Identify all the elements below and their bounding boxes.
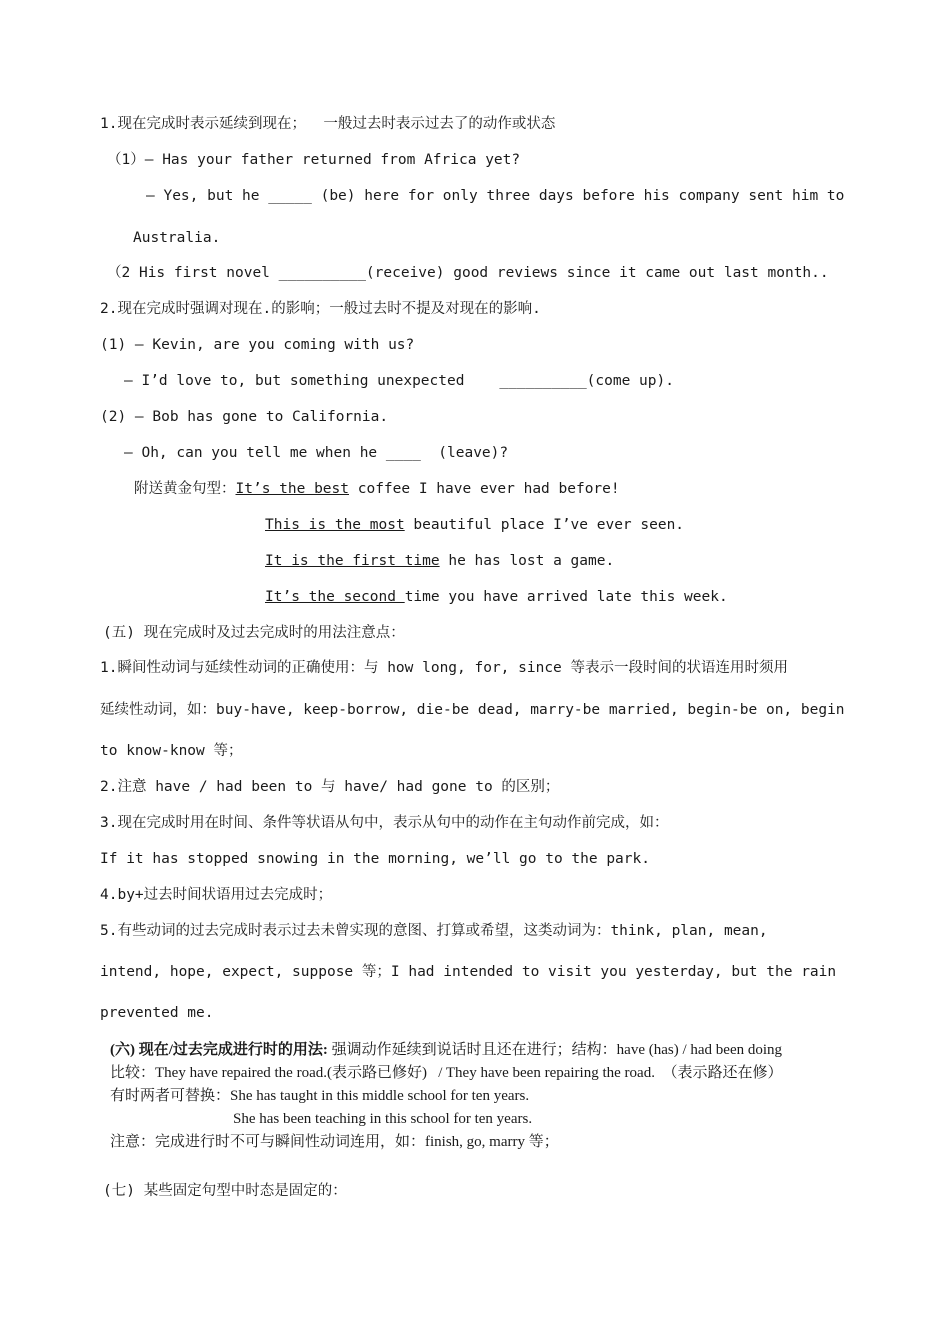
golden-label: 附送黄金句型：: [134, 481, 236, 497]
golden-2-pattern: This is the most: [265, 517, 405, 533]
golden-1-pattern: It’s the best: [235, 481, 349, 497]
note1-line1: 1.瞬间性动词与延续性动词的正确使用：与 how long, for, since 等表示一段时间的状语连用时须用: [100, 660, 789, 676]
point1-title: 1.现在完成时表示延续到现在； 一般过去时表示过去了的动作或状态: [100, 116, 556, 132]
note4: 4.by+过去时间状语用过去完成时；: [100, 887, 333, 903]
question4-line1: (2) — Bob has gone to California.: [100, 409, 389, 425]
section7-title: (七) 某些固定句型中时态是固定的：: [103, 1183, 347, 1199]
golden-sentence-3: [265, 551, 614, 571]
golden-3-pattern: It is the first time: [265, 553, 440, 569]
note1-line3: to know-know 等；: [100, 743, 243, 759]
section6-title-line: [110, 1040, 782, 1060]
section6-replace-line2: She has been teaching in this school for ten years.: [233, 1111, 533, 1127]
question3-line2: — I’d love to, but something unexpected __________(come up).: [124, 373, 674, 389]
question3-line1: (1) — Kevin, are you coming with us?: [100, 337, 415, 353]
question2-line: （2 His first novel __________(receive) good reviews since it came out last month..: [107, 265, 829, 281]
golden-sentence-1: [134, 479, 620, 499]
golden-4-pattern: It’s the second: [265, 589, 405, 605]
golden-sentence-4: [265, 587, 728, 607]
section6-note: 注意：完成进行时不可与瞬间性动词连用，如：finish, go, marry 等；: [110, 1134, 559, 1150]
section6-compare: 比较：They have repaired the road.(表示路已修好) / They have been repairing the road. （表示路还在修）: [110, 1065, 783, 1081]
question4-line2: — Oh, can you tell me when he ____ (leave)?: [124, 445, 509, 461]
section6-title: (六) 现在/过去完成进行时的用法:: [110, 1042, 328, 1058]
note3: 3.现在完成时用在时间、条件等状语从句中，表示从句中的动作在主句动作前完成，如：: [100, 815, 669, 831]
section6-title-rest: 强调动作延续到说话时且还在进行；结构：have (has) / had been doing: [327, 1042, 783, 1058]
question1-line1: （1）— Has your father returned from Africa yet?: [107, 152, 521, 168]
golden-1-rest: coffee I have ever had before!: [349, 481, 620, 497]
golden-2-rest: beautiful place I’ve ever seen.: [404, 517, 685, 533]
point2-title: 2.现在完成时强调对现在.的影响；一般过去时不提及对现在的影响.: [100, 301, 541, 317]
section6-replace-line1: 有时两者可替换：She has taught in this middle school for ten years.: [110, 1088, 530, 1104]
question1-line3: Australia.: [133, 230, 221, 246]
note5-line2: intend, hope, expect, suppose 等；I had intended to visit you yesterday, but the rain: [100, 964, 837, 980]
note5-line1: 5.有些动词的过去完成时表示过去未曾实现的意图、打算或希望，这类动词为：think, plan, mean,: [100, 923, 768, 939]
golden-3-rest: he has lost a game.: [439, 553, 615, 569]
golden-sentence-2: [265, 515, 684, 535]
note1-line2: 延续性动词，如：buy-have, keep-borrow, die-be dead, marry-be married, begin-be on, begin: [100, 702, 845, 718]
note3-example: If it has stopped snowing in the morning, we’ll go to the park.: [100, 851, 650, 867]
section5-title: (五) 现在完成时及过去完成时的用法注意点：: [103, 625, 405, 641]
note2: 2.注意 have / had been to 与 have/ had gone to 的区别；: [100, 779, 560, 795]
question1-line2: — Yes, but he _____ (be) here for only three days before his company sent him to: [146, 188, 845, 204]
note5-line3: prevented me.: [100, 1005, 214, 1021]
golden-4-rest: time you have arrived late this week.: [404, 589, 728, 605]
